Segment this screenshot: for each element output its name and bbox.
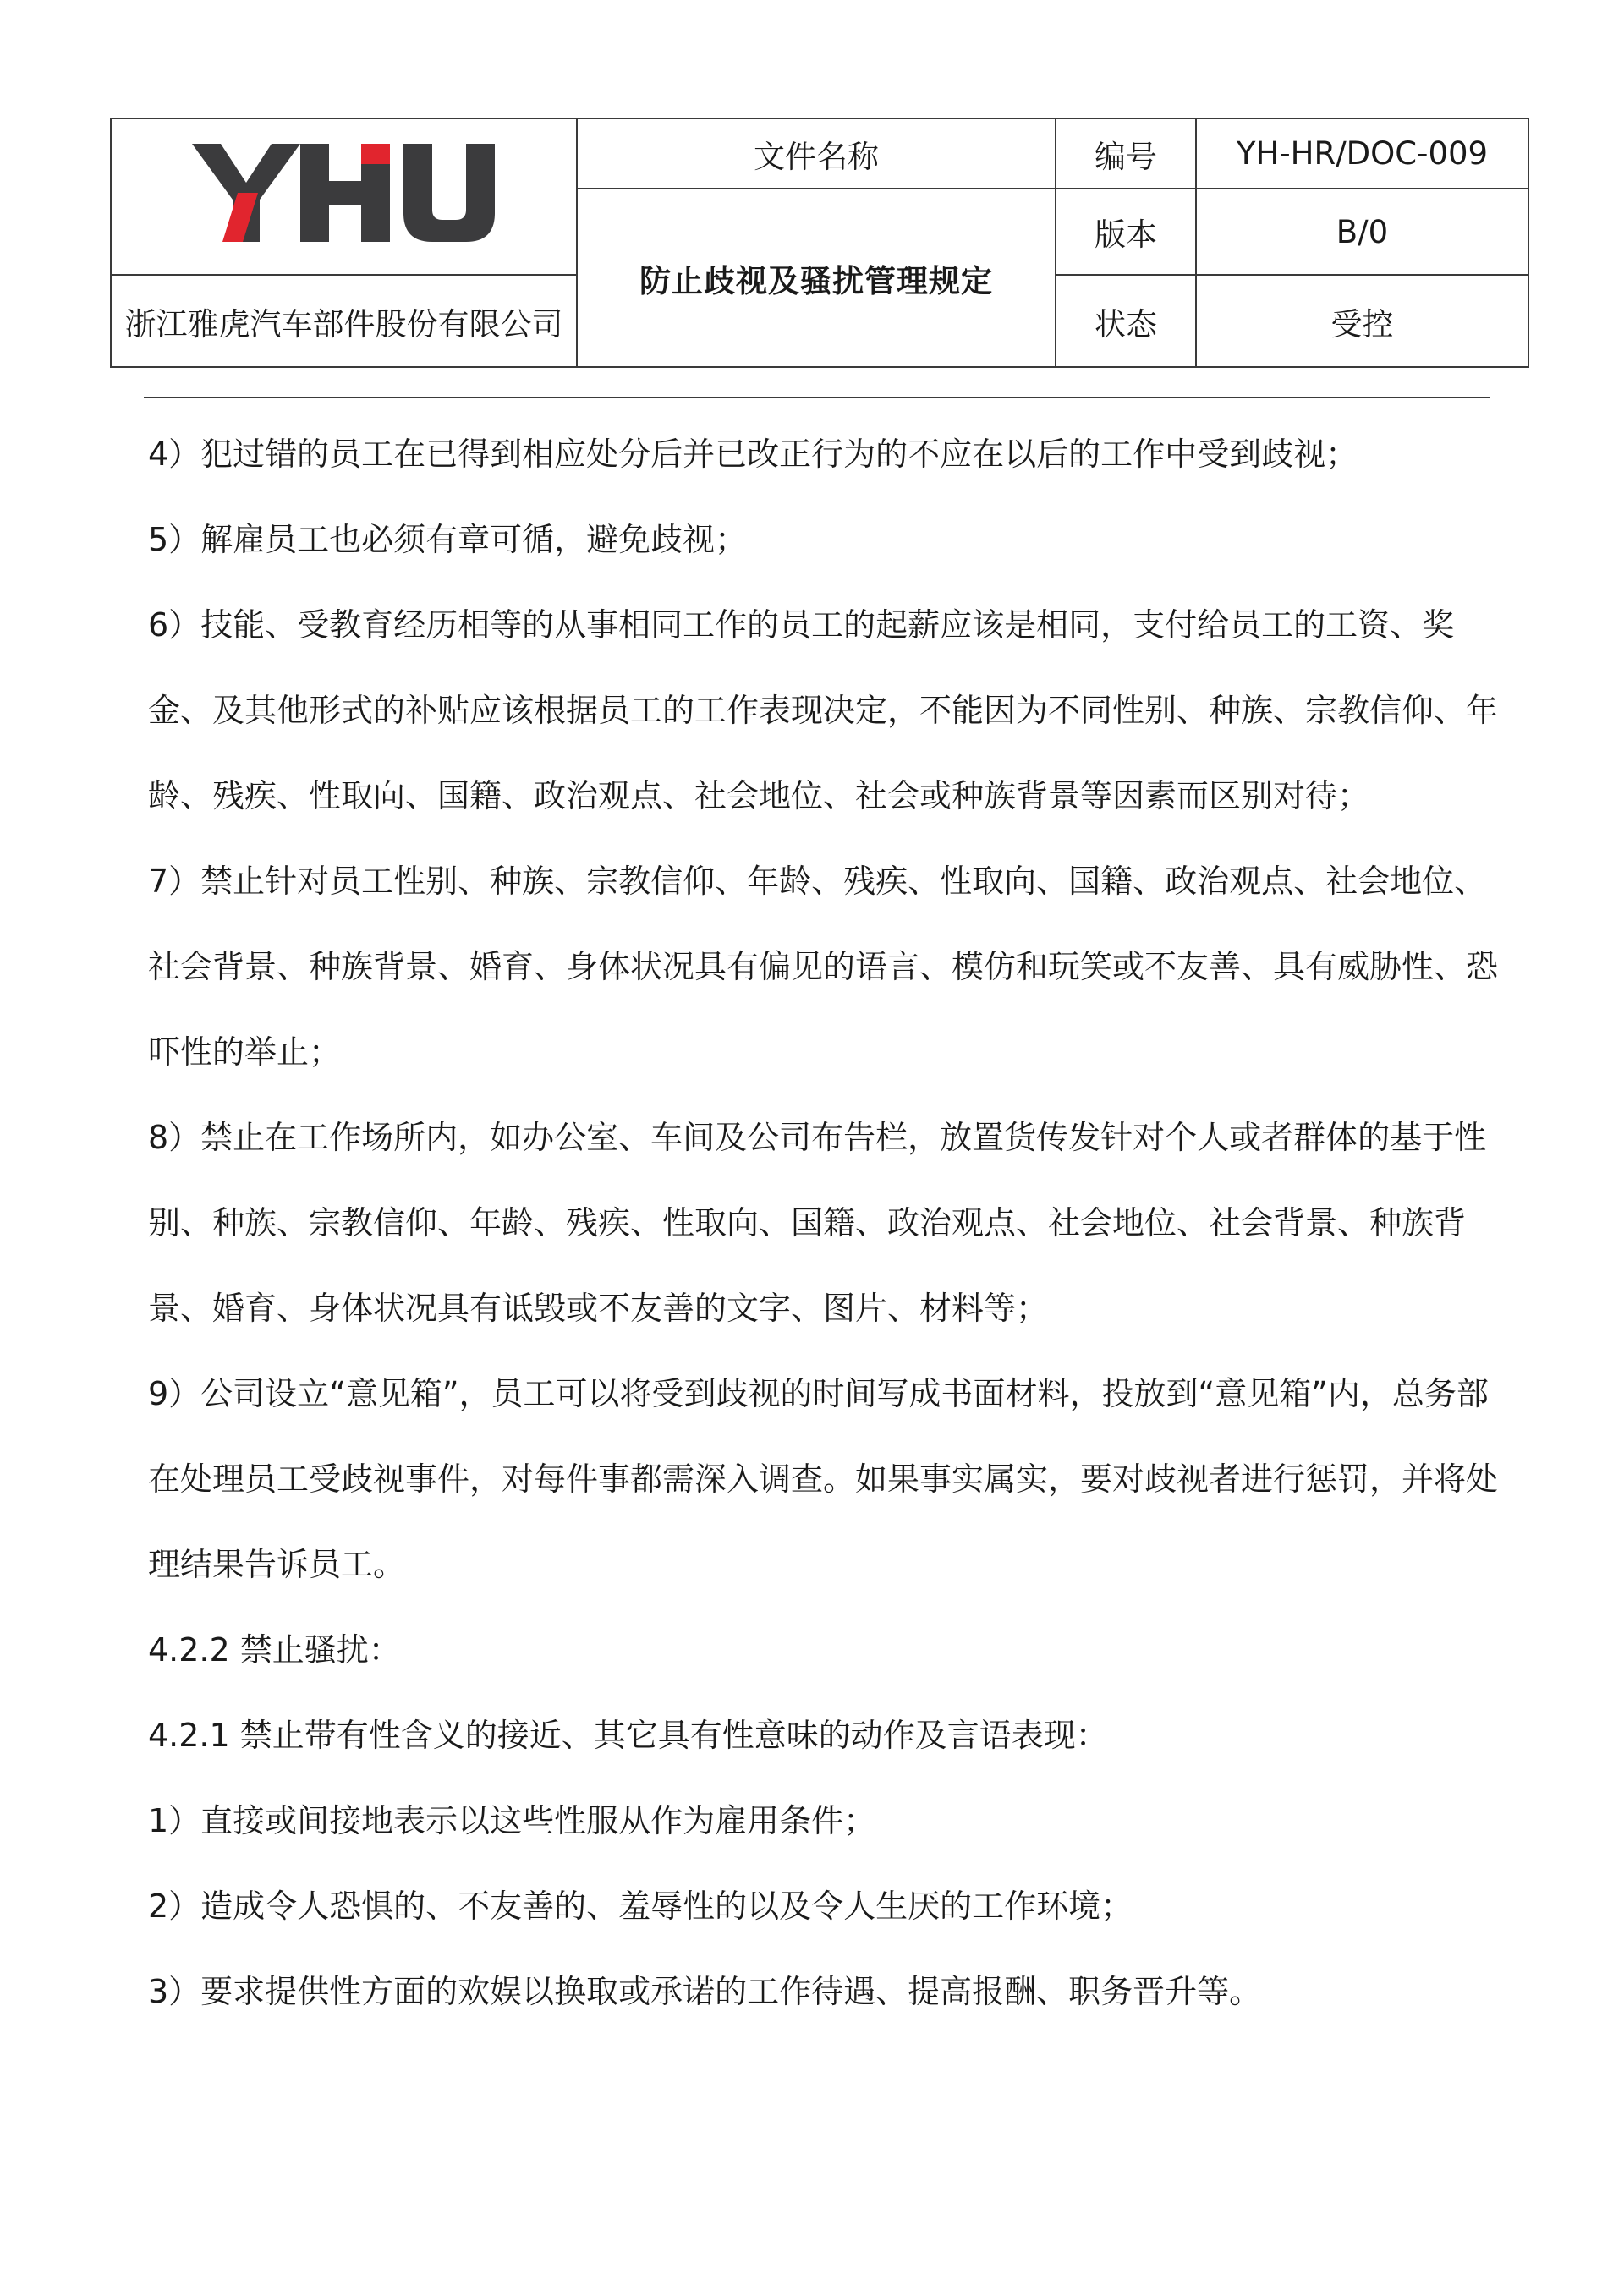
- clause-6: 6）技能、受教育经历相等的从事相同工作的员工的起薪应该是相同，支付给员工的工资、奖金、及其他形式的补贴应该根据员工的工作表现决定，不能因为不同性别、种族、宗教信仰、年龄、残疾、性取向、国籍、政治观点、社会地位、社会或种族背景等因素而区别对待；: [148, 606, 1499, 814]
- harassment-clause-2: 2）造成令人恐惧的、不友善的、羞辱性的以及令人生厌的工作环境；: [148, 1888, 1133, 1925]
- logo-cell: [111, 118, 577, 275]
- company-logo: [192, 144, 497, 242]
- clause-7: 7）禁止针对员工性别、种族、宗教信仰、年龄、残疾、性取向、国籍、政治观点、社会地位、社会背景、种族背景、婚育、身体状况具有偏见的语言、模仿和玩笑或不友善、具有威胁性、恐吓性的举止；: [148, 863, 1499, 1071]
- file-name-label: 文件名称: [577, 118, 1056, 189]
- clause-9: 9）公司设立“意见箱”，员工可以将受到歧视的时间写成书面材料，投放到“意见箱”内，总务部在处理员工受歧视事件，对每件事都需深入调查。如果事实属实，要对歧视者进行惩罚，并将处理结果告诉员工。: [148, 1375, 1499, 1583]
- document-body: [148, 412, 1501, 2035]
- document-header-table: [110, 118, 1529, 368]
- clause-4: 4）犯过错的员工在已得到相应处分后并已改正行为的不应在以后的工作中受到歧视；: [148, 436, 1358, 473]
- company-name: 浙江雅虎汽车部件股份有限公司: [111, 275, 577, 367]
- harassment-clause-1: 1）直接或间接地表示以这些性服从作为雇用条件；: [148, 1802, 876, 1839]
- status-value: 受控: [1196, 275, 1528, 367]
- version-value: B/0: [1196, 189, 1528, 275]
- version-label: 版本: [1056, 189, 1196, 275]
- clause-5: 5）解雇员工也必须有章可循，避免歧视；: [148, 521, 748, 558]
- code-value: YH-HR/DOC-009: [1196, 118, 1528, 189]
- section-heading-4-2-2: 4.2.2 禁止骚扰：: [148, 1631, 401, 1669]
- code-label: 编号: [1056, 118, 1196, 189]
- status-label: 状态: [1056, 275, 1196, 367]
- harassment-clause-3: 3）要求提供性方面的欢娱以换取或承诺的工作待遇、提高报酬、职务晋升等。: [148, 1973, 1262, 2010]
- section-heading-4-2-1: 4.2.1 禁止带有性含义的接近、其它具有性意味的动作及言语表现：: [148, 1717, 1108, 1754]
- clause-8: 8）禁止在工作场所内，如办公室、车间及公司布告栏，放置货传发针对个人或者群体的基于性别、种族、宗教信仰、年龄、残疾、性取向、国籍、政治观点、社会地位、社会背景、种族背景、婚育、身体状况具有诋毁或不友善的文字、图片、材料等；: [148, 1119, 1487, 1327]
- document-title: 防止歧视及骚扰管理规定: [577, 189, 1056, 367]
- header-divider: [144, 397, 1490, 398]
